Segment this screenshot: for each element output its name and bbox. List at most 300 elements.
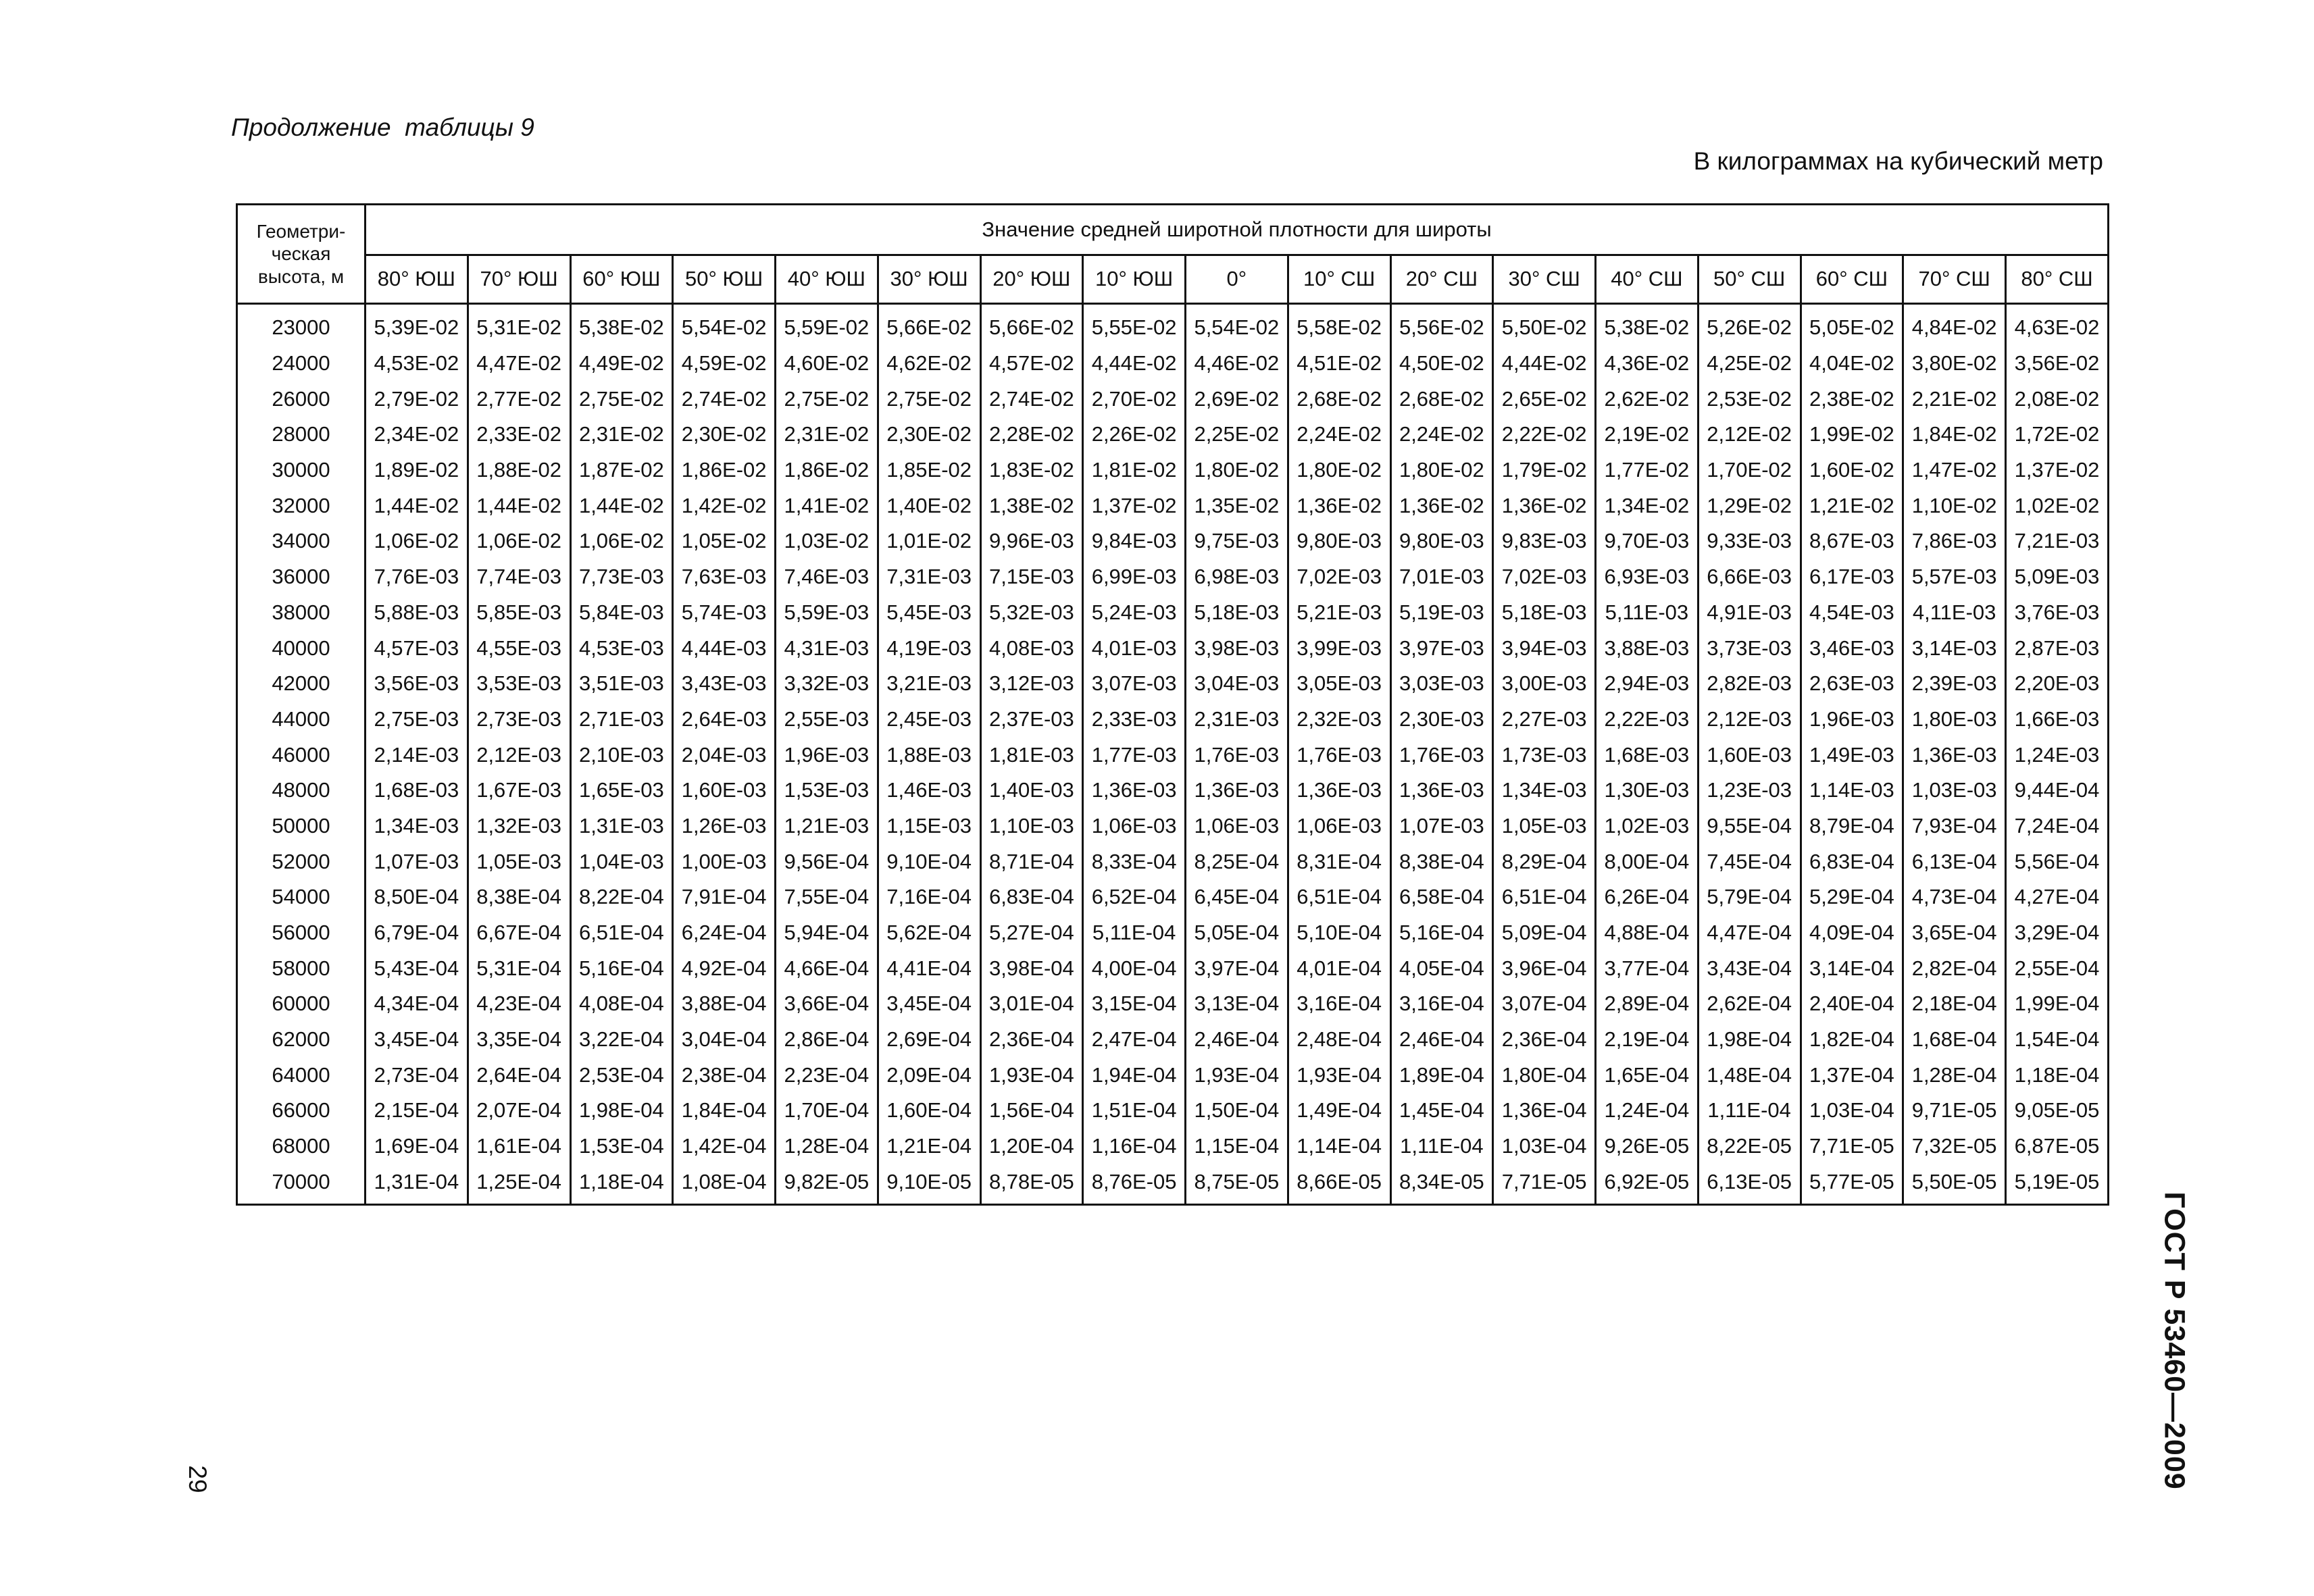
density-cell: 4,11E-03	[1903, 595, 2006, 631]
density-cell: 1,36E-03	[1903, 737, 2006, 773]
table-caption: Продолжение таблицы 9	[231, 113, 534, 141]
density-cell: 4,47E-02	[468, 346, 570, 382]
table-row	[237, 1057, 2109, 1093]
density-cell: 1,30E-03	[1596, 773, 1699, 808]
density-cell: 4,44E-02	[1083, 346, 1186, 382]
density-cell: 5,45E-03	[878, 595, 980, 631]
density-cell: 3,80E-02	[1903, 346, 2006, 382]
density-cell: 5,74E-03	[673, 595, 776, 631]
density-cell: 2,55E-04	[2006, 950, 2109, 986]
density-cell: 4,05E-04	[1390, 950, 1493, 986]
density-cell: 7,02E-03	[1288, 559, 1390, 595]
density-cell: 6,99E-03	[1083, 559, 1186, 595]
density-cell: 1,81E-02	[1083, 453, 1186, 488]
density-cell: 4,19E-03	[878, 630, 980, 666]
density-cell: 1,31E-03	[570, 808, 673, 844]
density-cell: 1,89E-02	[366, 453, 468, 488]
density-cell: 1,34E-03	[366, 808, 468, 844]
table-row	[237, 304, 2109, 346]
density-cell: 2,53E-04	[570, 1057, 673, 1093]
density-cell: 1,06E-02	[366, 523, 468, 559]
units-note: В килограммах на кубический метр	[1693, 147, 2103, 175]
density-cell: 8,38E-04	[1390, 844, 1493, 879]
density-cell: 4,54E-03	[1801, 595, 1903, 631]
density-cell: 1,77E-02	[1596, 453, 1699, 488]
density-cell: 9,10E-05	[878, 1164, 980, 1205]
density-cell: 3,00E-03	[1493, 666, 1596, 702]
density-cell: 2,22E-02	[1493, 417, 1596, 453]
density-cell: 2,33E-03	[1083, 702, 1186, 738]
density-cell: 1,82E-04	[1801, 1022, 1903, 1058]
density-cell: 1,76E-03	[1186, 737, 1288, 773]
density-cell: 1,54E-04	[2006, 1022, 2109, 1058]
density-cell: 1,83E-02	[980, 453, 1083, 488]
density-cell: 2,64E-04	[468, 1057, 570, 1093]
density-cell: 1,36E-02	[1288, 488, 1390, 523]
density-cell: 2,86E-04	[776, 1022, 878, 1058]
density-cell: 2,63E-03	[1801, 666, 1903, 702]
density-cell: 1,07E-03	[366, 844, 468, 879]
density-cell: 2,55E-03	[776, 702, 878, 738]
density-cell: 5,59E-03	[776, 595, 878, 631]
density-cell: 5,59E-02	[776, 304, 878, 346]
density-cell: 1,44E-02	[468, 488, 570, 523]
density-cell: 6,58E-04	[1390, 879, 1493, 915]
density-cell: 1,88E-03	[878, 737, 980, 773]
density-cell: 1,05E-02	[673, 523, 776, 559]
density-cell: 1,60E-03	[673, 773, 776, 808]
density-cell: 1,29E-02	[1698, 488, 1801, 523]
latitude-header: 0°	[1186, 255, 1288, 303]
document-id-vertical	[2154, 1189, 2194, 1493]
latitude-header: 30° ЮШ	[878, 255, 980, 303]
density-cell: 4,04E-02	[1801, 346, 1903, 382]
density-cell: 2,22E-03	[1596, 702, 1699, 738]
latitude-header: 60° СШ	[1801, 255, 1903, 303]
density-cell: 2,15E-04	[366, 1093, 468, 1129]
density-cell: 6,79E-04	[366, 915, 468, 951]
density-cell: 7,86E-03	[1903, 523, 2006, 559]
density-cell: 3,12E-03	[980, 666, 1083, 702]
density-cell: 5,16E-04	[1390, 915, 1493, 951]
density-cell: 4,51E-02	[1288, 346, 1390, 382]
density-cell: 1,61E-04	[468, 1129, 570, 1164]
density-cell: 8,33E-04	[1083, 844, 1186, 879]
density-cell: 3,88E-03	[1596, 630, 1699, 666]
density-cell: 1,77E-03	[1083, 737, 1186, 773]
density-cell: 1,36E-03	[1083, 773, 1186, 808]
table-row	[237, 595, 2109, 631]
density-cell: 2,69E-02	[1186, 381, 1288, 417]
density-cell: 1,02E-03	[1596, 808, 1699, 844]
table-row	[237, 1022, 2109, 1058]
density-cell: 3,43E-04	[1698, 950, 1801, 986]
density-cell: 6,45E-04	[1186, 879, 1288, 915]
density-cell: 1,24E-03	[2006, 737, 2109, 773]
density-cell: 3,88E-04	[673, 986, 776, 1022]
density-cell: 1,18E-04	[2006, 1057, 2109, 1093]
density-cell: 2,24E-02	[1390, 417, 1493, 453]
density-cell: 1,86E-02	[776, 453, 878, 488]
density-cell: 2,46E-04	[1186, 1022, 1288, 1058]
density-cell: 1,44E-02	[366, 488, 468, 523]
density-cell: 8,22E-05	[1698, 1129, 1801, 1164]
table-row	[237, 559, 2109, 595]
density-cell: 1,53E-03	[776, 773, 878, 808]
document-id: ГОСТ Р 53460—2009	[2158, 1191, 2191, 1490]
height-cell: 40000	[237, 630, 366, 666]
density-cell: 1,36E-02	[1493, 488, 1596, 523]
density-cell: 2,75E-02	[570, 381, 673, 417]
density-cell: 7,45E-04	[1698, 844, 1801, 879]
density-cell: 7,73E-03	[570, 559, 673, 595]
density-cell: 3,35E-04	[468, 1022, 570, 1058]
density-cell: 2,62E-02	[1596, 381, 1699, 417]
density-cell: 1,87E-02	[570, 453, 673, 488]
density-cell: 1,93E-04	[1186, 1057, 1288, 1093]
density-cell: 4,62E-02	[878, 346, 980, 382]
density-cell: 1,80E-02	[1288, 453, 1390, 488]
latitude-header: 10° ЮШ	[1083, 255, 1186, 303]
density-cell: 3,97E-04	[1186, 950, 1288, 986]
density-cell: 1,36E-03	[1288, 773, 1390, 808]
density-cell: 1,65E-04	[1596, 1057, 1699, 1093]
density-cell: 3,98E-04	[980, 950, 1083, 986]
density-cell: 4,49E-02	[570, 346, 673, 382]
density-cell: 2,12E-03	[1698, 702, 1801, 738]
latitude-header: 40° СШ	[1596, 255, 1699, 303]
density-cell: 2,12E-02	[1698, 417, 1801, 453]
density-cell: 4,01E-04	[1288, 950, 1390, 986]
density-cell: 9,10E-04	[878, 844, 980, 879]
density-cell: 2,64E-03	[673, 702, 776, 738]
density-cell: 8,78E-05	[980, 1164, 1083, 1205]
density-cell: 2,21E-02	[1903, 381, 2006, 417]
density-cell: 2,62E-04	[1698, 986, 1801, 1022]
height-cell: 44000	[237, 702, 366, 738]
density-cell: 5,85E-03	[468, 595, 570, 631]
density-cell: 9,55E-04	[1698, 808, 1801, 844]
density-cell: 1,21E-04	[878, 1129, 980, 1164]
density-cell: 1,41E-02	[776, 488, 878, 523]
density-cell: 1,45E-04	[1390, 1093, 1493, 1129]
height-cell: 60000	[237, 986, 366, 1022]
density-cell: 1,06E-03	[1083, 808, 1186, 844]
density-cell: 8,31E-04	[1288, 844, 1390, 879]
density-cell: 1,93E-04	[1288, 1057, 1390, 1093]
density-cell: 3,32E-03	[776, 666, 878, 702]
table-row	[237, 1129, 2109, 1164]
density-cell: 6,83E-04	[1801, 844, 1903, 879]
density-cell: 7,24E-04	[2006, 808, 2109, 844]
density-cell: 1,31E-04	[366, 1164, 468, 1205]
density-cell: 4,46E-02	[1186, 346, 1288, 382]
table-row	[237, 915, 2109, 951]
density-cell: 1,35E-02	[1186, 488, 1288, 523]
density-cell: 4,08E-03	[980, 630, 1083, 666]
density-cell: 1,16E-04	[1083, 1129, 1186, 1164]
density-cell: 1,06E-03	[1186, 808, 1288, 844]
density-cell: 2,27E-03	[1493, 702, 1596, 738]
density-cell: 1,02E-02	[2006, 488, 2109, 523]
density-cell: 5,38E-02	[1596, 304, 1699, 346]
height-cell: 52000	[237, 844, 366, 879]
density-cell: 2,53E-02	[1698, 381, 1801, 417]
density-cell: 3,29E-04	[2006, 915, 2109, 951]
density-cell: 7,15E-03	[980, 559, 1083, 595]
density-cell: 2,36E-04	[1493, 1022, 1596, 1058]
density-cell: 1,36E-03	[1390, 773, 1493, 808]
height-cell: 24000	[237, 346, 366, 382]
density-cell: 2,40E-04	[1801, 986, 1903, 1022]
density-cell: 5,26E-02	[1698, 304, 1801, 346]
density-cell: 4,00E-04	[1083, 950, 1186, 986]
density-cell: 2,87E-03	[2006, 630, 2109, 666]
density-cell: 3,73E-03	[1698, 630, 1801, 666]
latitude-header: 60° ЮШ	[570, 255, 673, 303]
density-cell: 5,05E-04	[1186, 915, 1288, 951]
density-cell: 1,86E-02	[673, 453, 776, 488]
latitude-header: 80° СШ	[2006, 255, 2109, 303]
density-cell: 7,55E-04	[776, 879, 878, 915]
density-cell: 8,71E-04	[980, 844, 1083, 879]
density-cell: 4,36E-02	[1596, 346, 1699, 382]
density-cell: 3,13E-04	[1186, 986, 1288, 1022]
latitude-header: 80° ЮШ	[366, 255, 468, 303]
density-cell: 9,96E-03	[980, 523, 1083, 559]
page-number-vertical	[177, 1459, 218, 1499]
density-cell: 6,87E-05	[2006, 1129, 2109, 1164]
density-cell: 7,32E-05	[1903, 1129, 2006, 1164]
density-cell: 3,51E-03	[570, 666, 673, 702]
height-cell: 70000	[237, 1164, 366, 1205]
density-cell: 8,22E-04	[570, 879, 673, 915]
table-row	[237, 737, 2109, 773]
density-cell: 1,80E-03	[1903, 702, 2006, 738]
density-cell: 1,25E-04	[468, 1164, 570, 1205]
latitude-header: 50° СШ	[1698, 255, 1801, 303]
density-cell: 1,84E-04	[673, 1093, 776, 1129]
density-cell: 3,99E-03	[1288, 630, 1390, 666]
density-cell: 3,66E-04	[776, 986, 878, 1022]
latitude-header: 30° СШ	[1493, 255, 1596, 303]
table-row	[237, 346, 2109, 382]
density-cell: 1,60E-03	[1698, 737, 1801, 773]
density-cell: 1,66E-03	[2006, 702, 2109, 738]
height-cell: 34000	[237, 523, 366, 559]
latitude-header: 20° СШ	[1390, 255, 1493, 303]
density-cell: 1,99E-04	[2006, 986, 2109, 1022]
density-cell: 2,19E-04	[1596, 1022, 1699, 1058]
density-cell: 1,34E-02	[1596, 488, 1699, 523]
density-cell: 5,57E-03	[1903, 559, 2006, 595]
density-cell: 2,19E-02	[1596, 417, 1699, 453]
density-cell: 4,41E-04	[878, 950, 980, 986]
density-cell: 4,53E-02	[366, 346, 468, 382]
density-cell: 1,10E-02	[1903, 488, 2006, 523]
density-cell: 5,66E-02	[878, 304, 980, 346]
density-cell: 4,01E-03	[1083, 630, 1186, 666]
height-cell: 56000	[237, 915, 366, 951]
density-cell: 3,22E-04	[570, 1022, 673, 1058]
density-cell: 1,68E-04	[1903, 1022, 2006, 1058]
density-cell: 8,66E-05	[1288, 1164, 1390, 1205]
density-cell: 1,48E-04	[1698, 1057, 1801, 1093]
density-cell: 1,98E-04	[570, 1093, 673, 1129]
density-cell: 1,01E-02	[878, 523, 980, 559]
density-cell: 4,47E-04	[1698, 915, 1801, 951]
table-row	[237, 417, 2109, 453]
density-cell: 8,79E-04	[1801, 808, 1903, 844]
density-cell: 1,73E-03	[1493, 737, 1596, 773]
density-cell: 5,16E-04	[570, 950, 673, 986]
density-cell: 1,49E-03	[1801, 737, 1903, 773]
table-row	[237, 630, 2109, 666]
table-row	[237, 879, 2109, 915]
density-cell: 1,11E-04	[1698, 1093, 1801, 1129]
density-cell: 4,09E-04	[1801, 915, 1903, 951]
density-cell: 5,31E-02	[468, 304, 570, 346]
density-cell: 5,88E-03	[366, 595, 468, 631]
density-cell: 5,05E-02	[1801, 304, 1903, 346]
latitude-header: 70° ЮШ	[468, 255, 570, 303]
density-cell: 2,31E-02	[776, 417, 878, 453]
density-table-container	[236, 203, 2109, 1206]
density-cell: 1,36E-02	[1390, 488, 1493, 523]
density-cell: 5,94E-04	[776, 915, 878, 951]
density-cell: 3,98E-03	[1186, 630, 1288, 666]
density-cell: 1,98E-04	[1698, 1022, 1801, 1058]
density-cell: 3,46E-03	[1801, 630, 1903, 666]
density-cell: 1,99E-02	[1801, 417, 1903, 453]
density-cell: 1,68E-03	[366, 773, 468, 808]
table-row	[237, 666, 2109, 702]
density-cell: 2,26E-02	[1083, 417, 1186, 453]
density-cell: 1,11E-04	[1390, 1129, 1493, 1164]
density-cell: 3,45E-04	[366, 1022, 468, 1058]
density-cell: 4,59E-02	[673, 346, 776, 382]
density-cell: 1,67E-03	[468, 773, 570, 808]
density-cell: 3,16E-04	[1390, 986, 1493, 1022]
density-cell: 2,75E-03	[366, 702, 468, 738]
density-cell: 6,51E-04	[1288, 879, 1390, 915]
density-cell: 6,83E-04	[980, 879, 1083, 915]
table-row	[237, 1164, 2109, 1205]
density-cell: 8,50E-04	[366, 879, 468, 915]
density-cell: 2,71E-03	[570, 702, 673, 738]
density-cell: 6,52E-04	[1083, 879, 1186, 915]
density-cell: 4,63E-02	[2006, 304, 2109, 346]
height-cell: 66000	[237, 1093, 366, 1129]
height-cell: 42000	[237, 666, 366, 702]
height-header-line: ческая	[271, 243, 331, 265]
density-cell: 5,50E-02	[1493, 304, 1596, 346]
density-cell: 2,30E-02	[673, 417, 776, 453]
density-cell: 5,38E-02	[570, 304, 673, 346]
density-cell: 2,30E-03	[1390, 702, 1493, 738]
density-cell: 1,36E-03	[1186, 773, 1288, 808]
density-cell: 1,37E-02	[1083, 488, 1186, 523]
density-cell: 1,56E-04	[980, 1093, 1083, 1129]
density-cell: 6,93E-03	[1596, 559, 1699, 595]
table-row	[237, 453, 2109, 488]
density-cell: 4,73E-04	[1903, 879, 2006, 915]
density-cell: 1,24E-04	[1596, 1093, 1699, 1129]
density-cell: 1,70E-02	[1698, 453, 1801, 488]
latitude-header: 50° ЮШ	[673, 255, 776, 303]
density-cell: 2,31E-03	[1186, 702, 1288, 738]
density-cell: 1,37E-02	[2006, 453, 2109, 488]
density-cell: 3,76E-03	[2006, 595, 2109, 631]
density-cell: 9,56E-04	[776, 844, 878, 879]
density-cell: 1,07E-03	[1390, 808, 1493, 844]
density-cell: 3,96E-04	[1493, 950, 1596, 986]
density-cell: 7,46E-03	[776, 559, 878, 595]
density-cell: 1,05E-03	[468, 844, 570, 879]
density-cell: 1,72E-02	[2006, 417, 2109, 453]
density-cell: 4,27E-04	[2006, 879, 2109, 915]
height-cell: 32000	[237, 488, 366, 523]
density-cell: 1,21E-03	[776, 808, 878, 844]
density-cell: 1,65E-03	[570, 773, 673, 808]
density-cell: 2,79E-02	[366, 381, 468, 417]
density-cell: 5,24E-03	[1083, 595, 1186, 631]
latitude-group-header: Значение средней широтной плотности для широты	[366, 205, 2109, 255]
density-cell: 1,49E-04	[1288, 1093, 1390, 1129]
density-cell: 2,69E-04	[878, 1022, 980, 1058]
density-cell: 4,50E-02	[1390, 346, 1493, 382]
density-cell: 9,33E-03	[1698, 523, 1801, 559]
density-cell: 4,66E-04	[776, 950, 878, 986]
density-cell: 1,46E-03	[878, 773, 980, 808]
density-cell: 6,51E-04	[1493, 879, 1596, 915]
density-cell: 1,40E-02	[878, 488, 980, 523]
density-cell: 2,47E-04	[1083, 1022, 1186, 1058]
density-cell: 3,45E-04	[878, 986, 980, 1022]
density-cell: 1,10E-03	[980, 808, 1083, 844]
density-cell: 5,56E-02	[1390, 304, 1493, 346]
density-cell: 3,04E-04	[673, 1022, 776, 1058]
height-header-line: высота, м	[257, 265, 345, 287]
density-cell: 5,27E-04	[980, 915, 1083, 951]
density-cell: 3,77E-04	[1596, 950, 1699, 986]
density-cell: 6,17E-03	[1801, 559, 1903, 595]
density-cell: 2,68E-02	[1288, 381, 1390, 417]
density-cell: 1,21E-02	[1801, 488, 1903, 523]
height-cell: 48000	[237, 773, 366, 808]
density-cell: 5,54E-02	[673, 304, 776, 346]
density-cell: 7,76E-03	[366, 559, 468, 595]
density-cell: 3,97E-03	[1390, 630, 1493, 666]
density-cell: 5,58E-02	[1288, 304, 1390, 346]
table-row	[237, 381, 2109, 417]
density-cell: 7,02E-03	[1493, 559, 1596, 595]
density-cell: 5,84E-03	[570, 595, 673, 631]
density-cell: 9,80E-03	[1288, 523, 1390, 559]
height-cell: 62000	[237, 1022, 366, 1058]
height-cell: 23000	[237, 304, 366, 346]
density-cell: 6,98E-03	[1186, 559, 1288, 595]
height-cell: 36000	[237, 559, 366, 595]
density-cell: 1,88E-02	[468, 453, 570, 488]
density-cell: 9,70E-03	[1596, 523, 1699, 559]
density-cell: 6,13E-05	[1698, 1164, 1801, 1205]
density-cell: 1,50E-04	[1186, 1093, 1288, 1129]
density-cell: 5,79E-04	[1698, 879, 1801, 915]
density-cell: 4,57E-03	[366, 630, 468, 666]
density-cell: 3,07E-04	[1493, 986, 1596, 1022]
height-cell: 26000	[237, 381, 366, 417]
